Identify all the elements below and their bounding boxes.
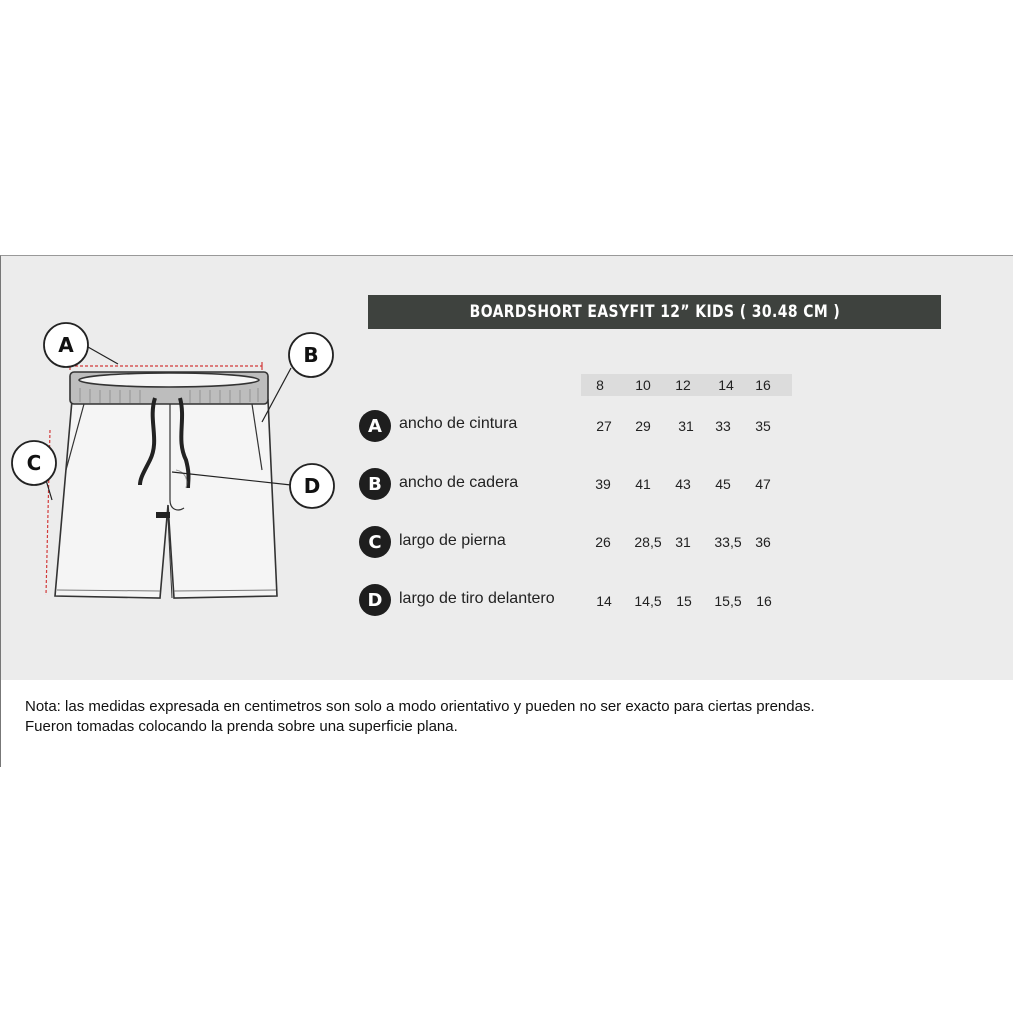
chart-title-bar (368, 295, 941, 329)
row-d-badge: D (359, 584, 391, 616)
table-cell: 33 (715, 418, 731, 434)
callout-d-icon (290, 464, 334, 508)
row-c-label: largo de pierna (399, 532, 506, 549)
table-cell: 35 (755, 418, 771, 434)
callout-b-icon (289, 333, 333, 377)
note-line-2: Fueron tomadas colocando la prenda sobre una superficie plana. (25, 718, 458, 735)
row-a-badge: A (359, 410, 391, 442)
table-cell: 14 (596, 593, 612, 609)
table-cell: 15,5 (714, 593, 742, 609)
table-cell: 26 (595, 534, 611, 550)
table-cell: 31 (675, 534, 691, 550)
shorts-diagram (0, 310, 350, 610)
table-cell: 33,5 (714, 534, 742, 550)
table-cell: 43 (675, 476, 691, 492)
callout-d-text: D (303, 474, 321, 498)
row-c-badge: C (359, 526, 391, 558)
left-divider (0, 679, 1, 767)
table-cell: 28,5 (634, 534, 662, 550)
callout-c-text: C (26, 451, 42, 475)
size-header-cell: 12 (675, 377, 691, 393)
table-cell: 31 (678, 418, 694, 434)
chart-title: BOARDSHORT EASYFIT 12” KIDS ( 30.48 CM ) (469, 302, 840, 322)
callout-a-icon (44, 323, 88, 367)
measurement-note (25, 697, 1005, 737)
row-a-label: ancho de cintura (399, 415, 518, 432)
table-cell: 41 (635, 476, 651, 492)
callout-a-text: A (58, 333, 74, 357)
table-cell: 27 (596, 418, 612, 434)
table-cell: 45 (715, 476, 731, 492)
size-header-cell: 14 (718, 377, 734, 393)
size-header-cell: 10 (635, 377, 651, 393)
table-cell: 15 (676, 593, 692, 609)
table-cell: 36 (755, 534, 771, 550)
table-cell: 14,5 (634, 593, 662, 609)
note-line-1: Nota: las medidas expresada en centimetros son solo a modo orientativo y pueden no ser exacto para ciertas prendas. (25, 698, 815, 715)
shorts-outline (55, 400, 277, 598)
table-cell: 47 (755, 476, 771, 492)
table-cell: 16 (756, 593, 772, 609)
size-header-cell: 8 (596, 377, 604, 393)
callout-c-icon (12, 441, 56, 485)
table-cell: 39 (595, 476, 611, 492)
size-header-cell: 16 (755, 377, 771, 393)
row-d-label: largo de tiro delantero (399, 590, 555, 607)
table-cell: 29 (635, 418, 651, 434)
callout-b-text: B (303, 343, 319, 367)
row-b-badge: B (359, 468, 391, 500)
row-b-label: ancho de cadera (399, 474, 519, 491)
